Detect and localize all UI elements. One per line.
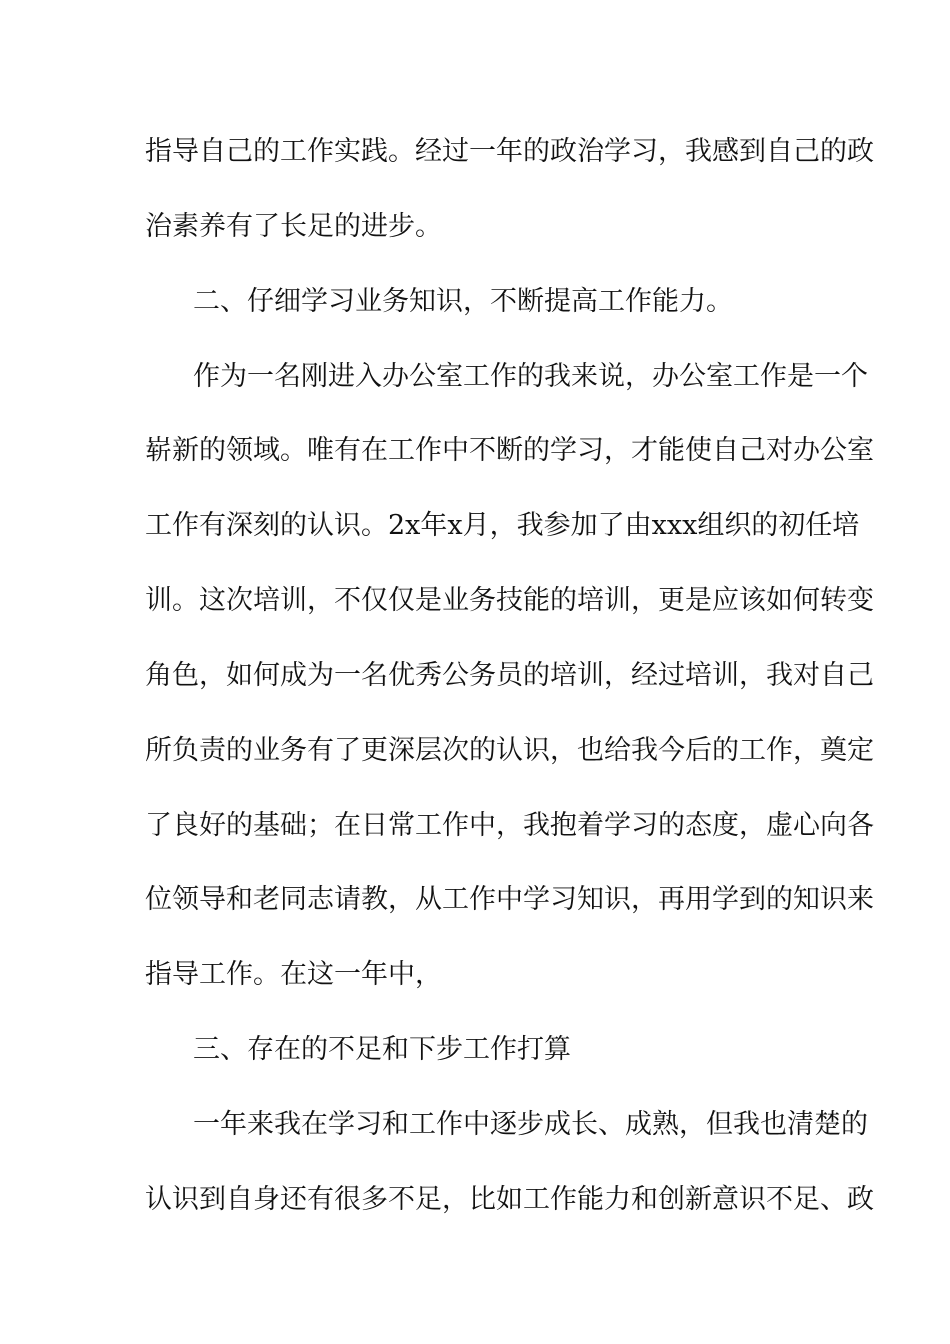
body-text-line: 工作有深刻的认识。2x年x月，我参加了由xxx组织的初任培 <box>145 510 860 541</box>
body-text-line: 指导工作。在这一年中， <box>145 959 442 990</box>
body-text-line: 了良好的基础；在日常工作中，我抱着学习的态度，虚心向各 <box>145 810 874 841</box>
body-text-line: 训。这次培训，不仅仅是业务技能的培训，更是应该如何转变 <box>145 585 874 616</box>
body-text-line: 认识到自身还有很多不足，比如工作能力和创新意识不足、政 <box>145 1184 874 1215</box>
body-text-line: 指导自己的工作实践。经过一年的政治学习，我感到自己的政 <box>145 136 874 167</box>
section-heading: 二、仔细学习业务知识，不断提高工作能力。 <box>193 286 733 317</box>
body-text-line: 位领导和老同志请教，从工作中学习知识，再用学到的知识来 <box>145 884 874 915</box>
body-text-line: 角色，如何成为一名优秀公务员的培训，经过培训，我对自己 <box>145 660 874 691</box>
body-text-line: 治素养有了长足的进步。 <box>145 211 442 242</box>
body-text-line: 一年来我在学习和工作中逐步成长、成熟，但我也清楚的 <box>193 1109 868 1140</box>
body-text-line: 所负责的业务有了更深层次的认识，也给我今后的工作，奠定 <box>145 735 874 766</box>
body-text-line: 崭新的领域。唯有在工作中不断的学习，才能使自己对办公室 <box>145 435 874 466</box>
section-heading: 三、存在的不足和下步工作打算 <box>193 1034 571 1065</box>
body-text-line: 作为一名刚进入办公室工作的我来说，办公室工作是一个 <box>193 361 868 392</box>
